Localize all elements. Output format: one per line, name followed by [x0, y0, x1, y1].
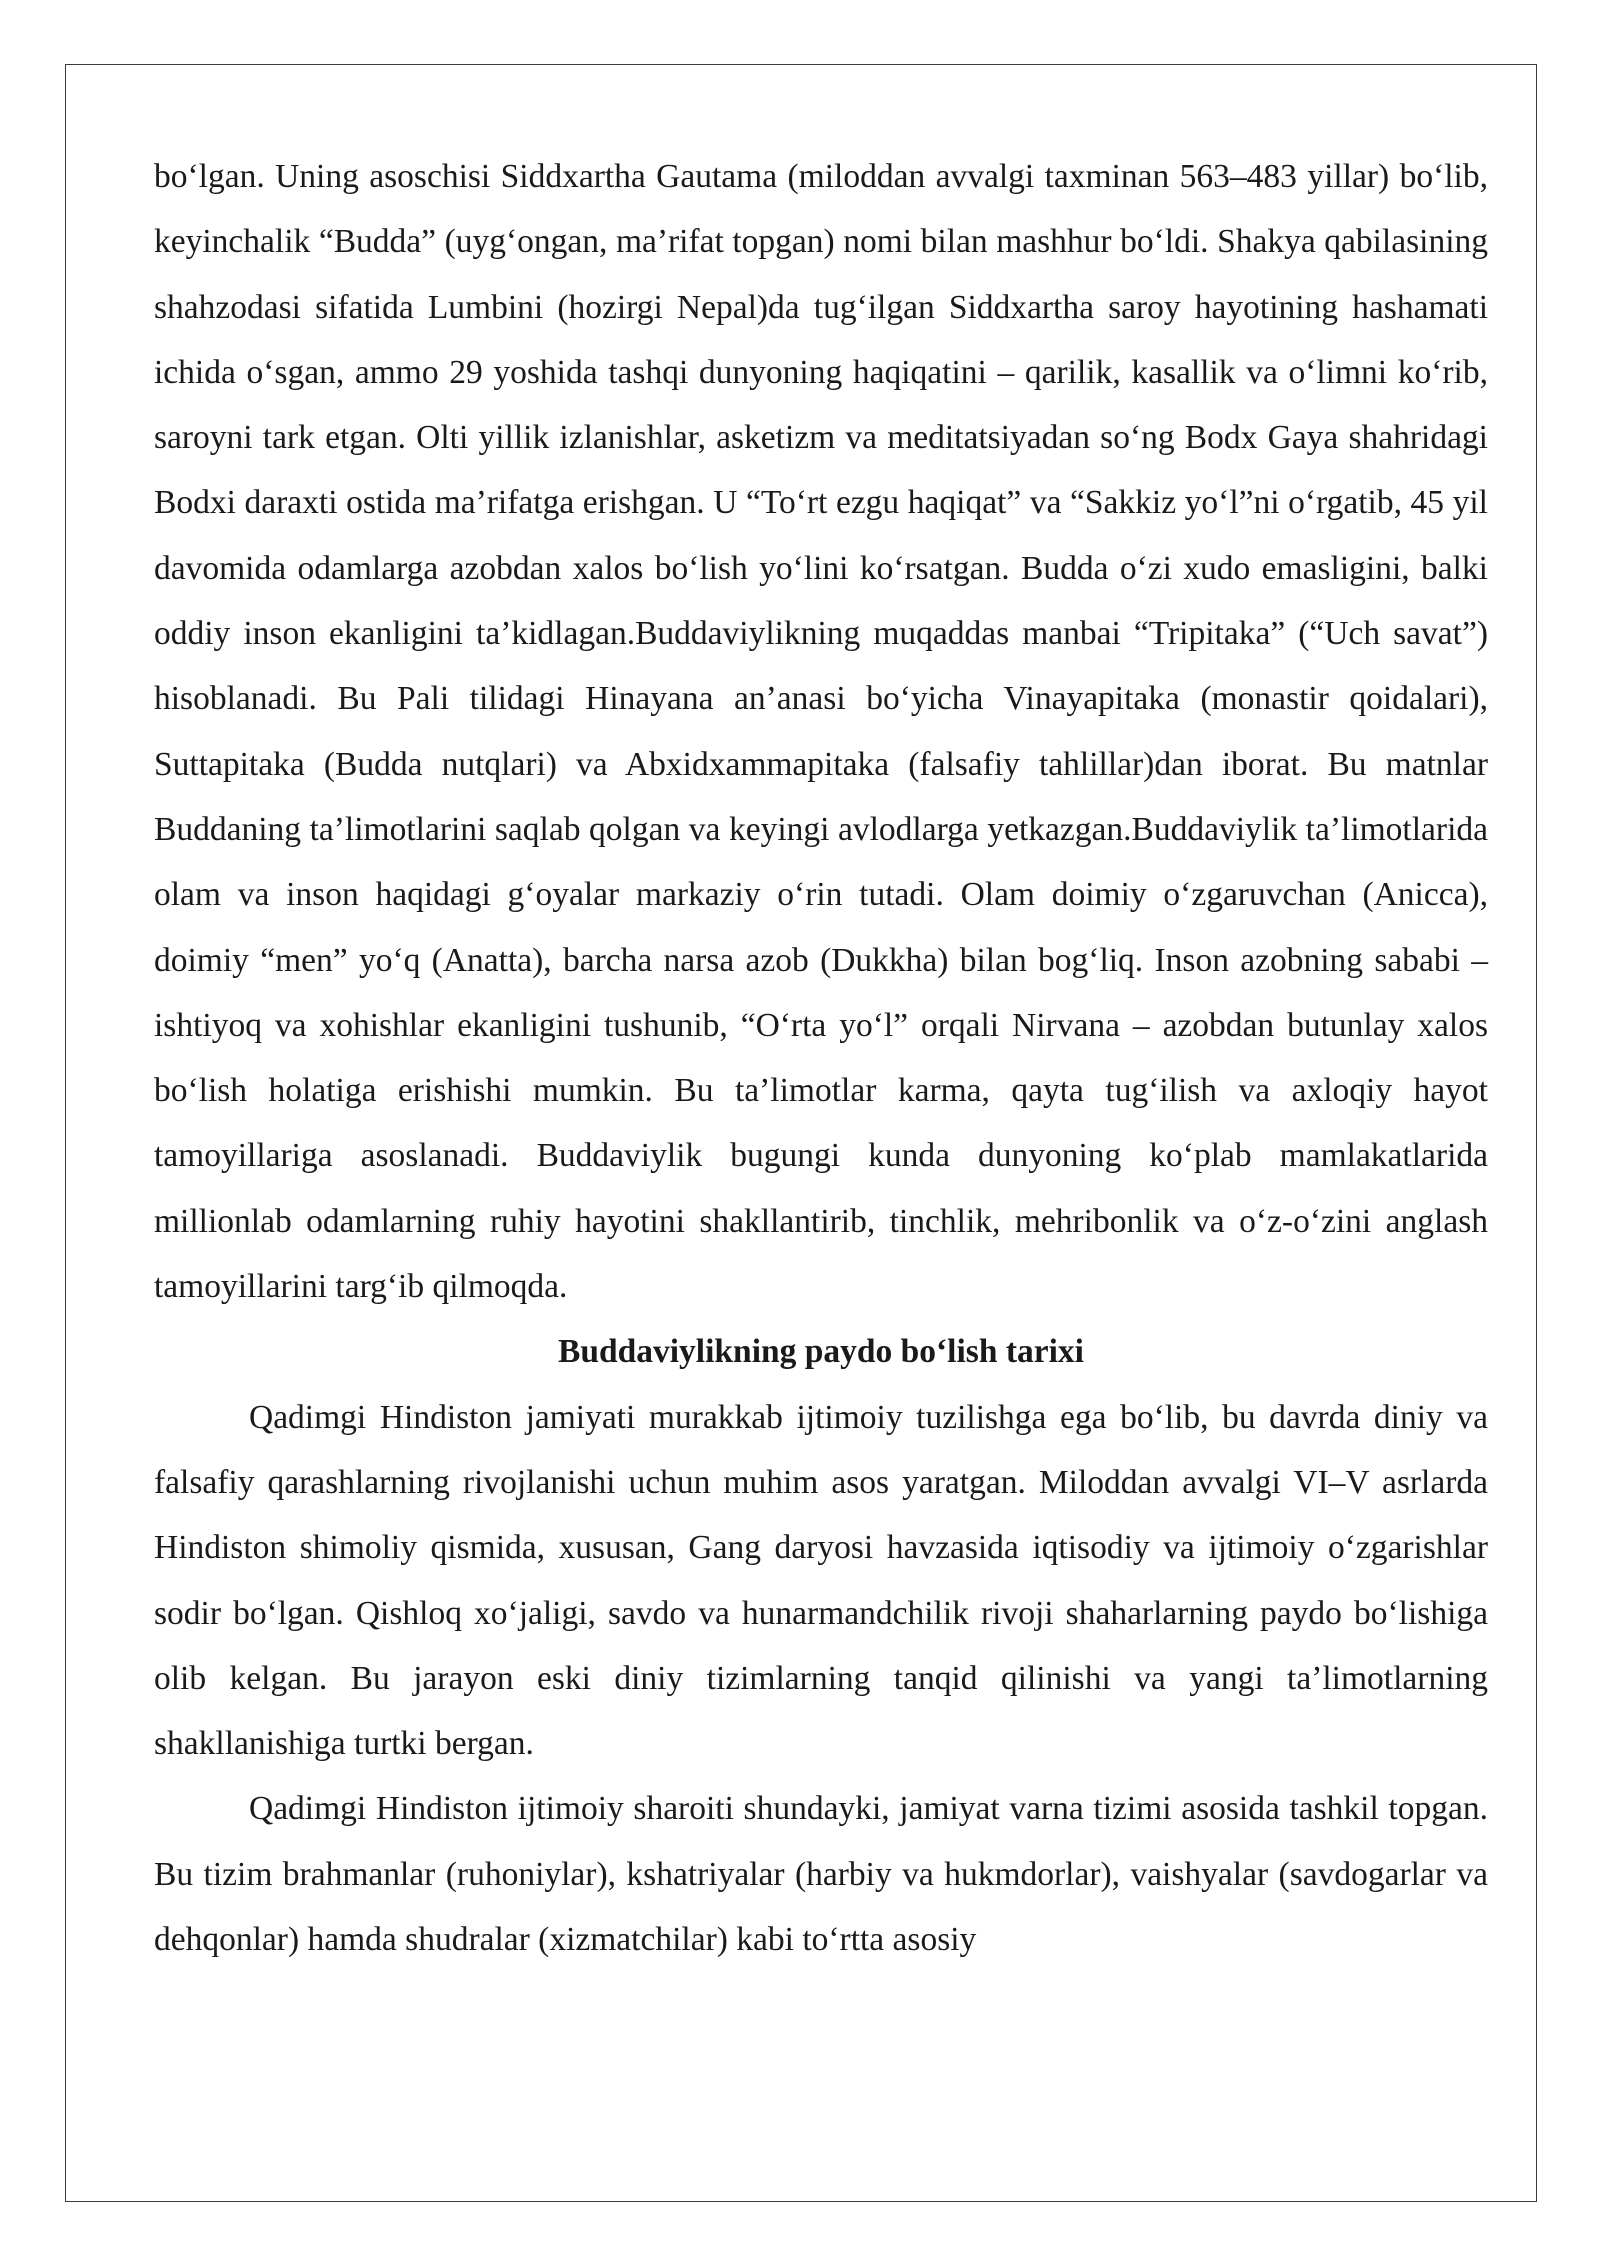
paragraph-history-2: Qadimgi Hindiston ijtimoiy sharoiti shundayki, jamiyat varna tizimi asosida tashkil topgan. Bu tizim brahmanlar (ruhoniylar), kshatriyalar (harbiy va hukmdorlar), vaishyalar (savdogarlar va dehqonlar) hamda shudralar (xizmatchilar) kabi to‘rtta asosiy — [154, 1790, 1488, 1959]
paragraph-history-1: Qadimgi Hindiston jamiyati murakkab ijtimoiy tuzilishga ega bo‘lib, bu davrda diniy va falsafiy qarashlarning rivojlanishi uchun muhim asos yaratgan. Miloddan avvalgi VI–V asrlarda Hindiston shimoliy qismida, xususan, Gang daryosi havzasida iqtisodiy va ijtimoiy o‘zgarishlar sodir bo‘lgan. Qishloq xo‘jaligi, savdo va hunarmandchilik rivoji shaharlarning paydo bo‘lishiga olib kelgan. Bu jarayon eski diniy tizimlarning tanqid qilinishi va yangi ta’limotlarning shakllanishiga turtki bergan. — [154, 1398, 1488, 1763]
document-body — [154, 144, 1488, 1972]
paragraph-intro: bo‘lgan. Uning asoschisi Siddxartha Gautama (miloddan avvalgi taxminan 563–483 yillar) bo‘lib, keyinchalik “Budda” (uyg‘ongan, ma’rifat topgan) nomi bilan mashhur bo‘ldi. Shakya qabilasining shahzodasi sifatida Lumbini (hozirgi Nepal)da tug‘ilgan Siddxartha saroy hayotining hashamati ichida o‘sgan, ammo 29 yoshida tashqi dunyoning haqiqatini – qarilik, kasallik va o‘limni ko‘rib, saroyni tark etgan. Olti yillik izlanishlar, asketizm va meditatsiyadan so‘ng Bodx Gaya shahridagi Bodxi daraxti ostida ma’rifatga erishgan. U “To‘rt ezgu haqiqat” va “Sakkiz yo‘l”ni o‘rgatib, 45 yil davomida odamlarga azobdan xalos bo‘lish yo‘lini ko‘rsatgan. Budda o‘zi xudo emasligini, balki oddiy inson ekanligini ta’kidlagan.Buddaviylikning muqaddas manbai “Tripitaka” (“Uch savat”) hisoblanadi. Bu Pali tilidagi Hinayana an’anasi bo‘yicha Vinayapitaka (monastir qoidalari), Suttapitaka (Budda nutqlari) va Abxidxammapitaka (falsafiy tahlillar)dan iborat. Bu matnlar Buddaning ta’limotlarini saqlab qolgan va keyingi avlodlarga yetkazgan.Buddaviylik ta’limotlarida olam va inson haqidagi g‘oyalar markaziy o‘rin tutadi. Olam doimiy o‘zgaruvchan (Anicca), doimiy “men” yo‘q (Anatta), barcha narsa azob (Dukkha) bilan bog‘liq. Inson azobning sababi – ishtiyoq va xohishlar ekanligini tushunib, “O‘rta yo‘l” orqali Nirvana – azobdan butunlay xalos bo‘lish holatiga erishishi mumkin. Bu ta’limotlar karma, qayta tug‘ilish va axloqiy hayot tamoyillariga asoslanadi. Buddaviylik bugungi kunda dunyoning ko‘plab mamlakatlarida millionlab odamlarning ruhiy hayotini shakllantirib, tinchlik, mehribonlik va o‘z-o‘zini anglash tamoyillarini targ‘ib qilmoqda. — [154, 158, 1488, 1306]
section-heading: Buddaviylikning paydo bo‘lish tarixi — [558, 1333, 1084, 1371]
